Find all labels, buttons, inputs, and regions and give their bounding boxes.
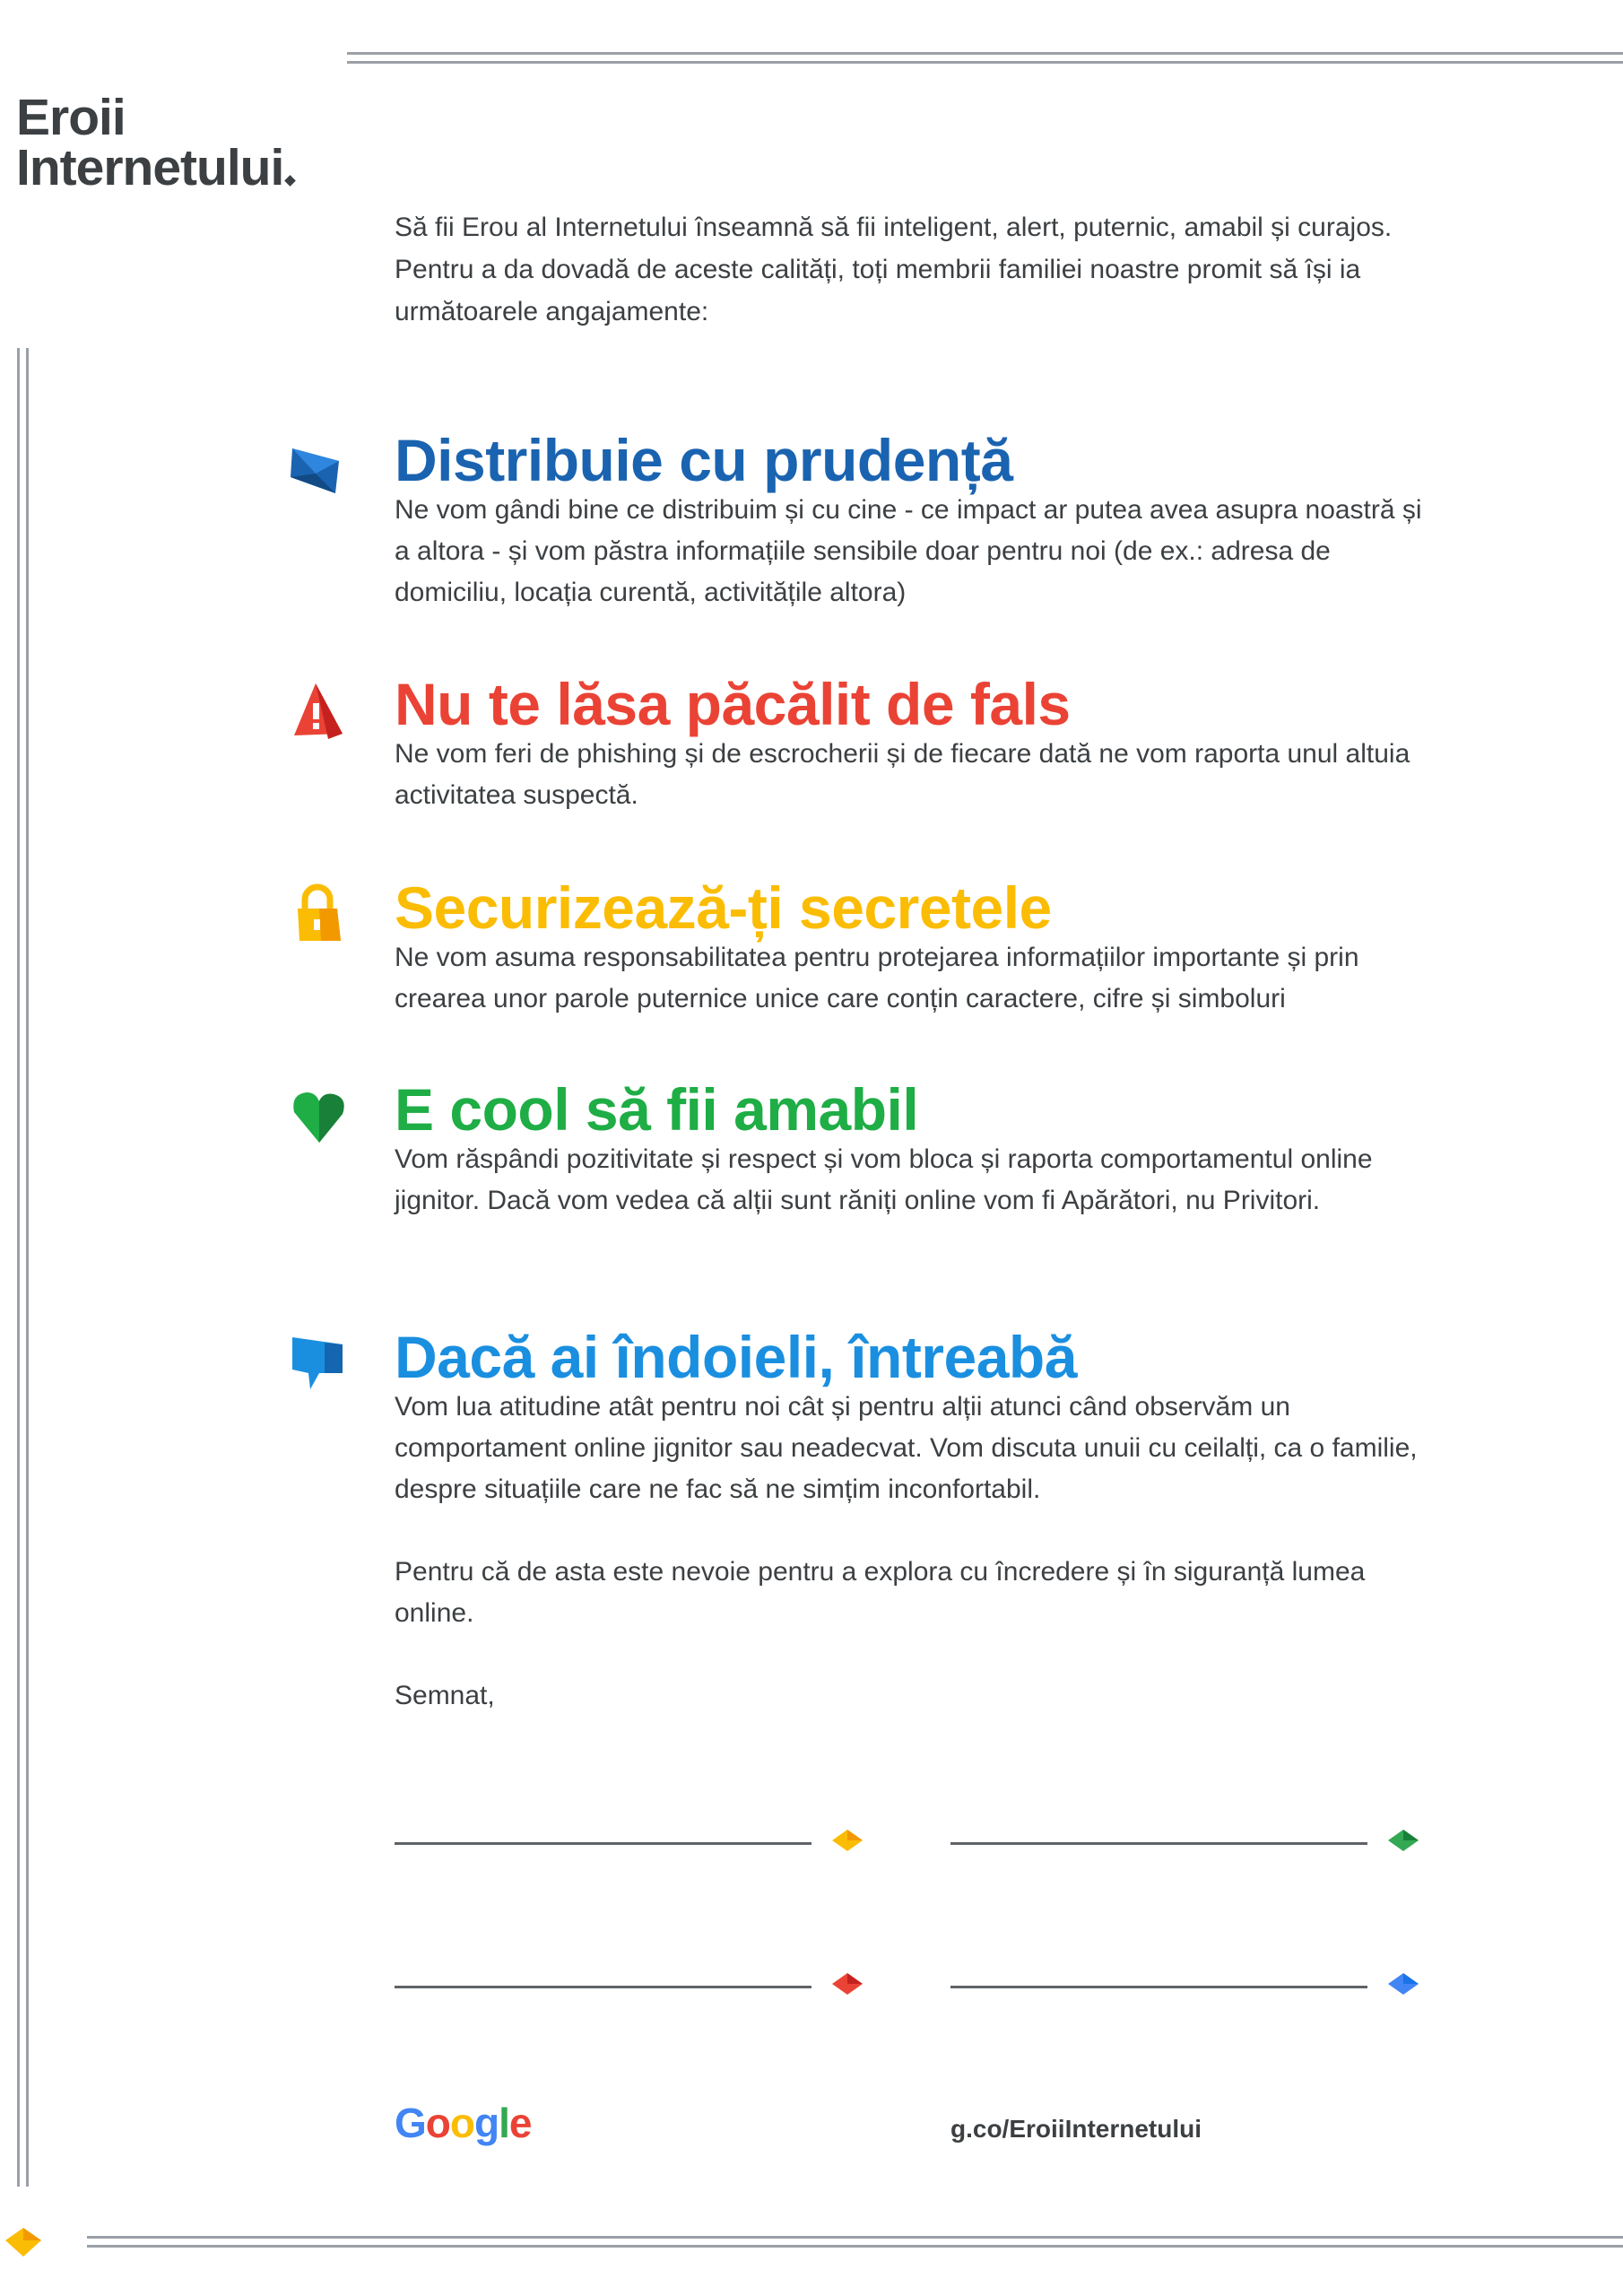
section-body: Vom răspândi pozitivitate și respect și vom bloca și raporta comportamentul online jignitor. Dacă vom vedea că alții sunt răniți online vom fi Apărători, nu Privitori. <box>395 1144 1373 1215</box>
section-secrets <box>395 874 1426 1020</box>
logo-line-2: Internetului <box>16 139 284 196</box>
envelope-icon <box>289 438 350 499</box>
section-title: Securizează-ți secretele <box>395 874 1052 941</box>
signature-line[interactable] <box>395 1842 812 1845</box>
section-title: Distribuie cu prudență <box>395 427 1013 493</box>
signature-line[interactable] <box>950 1842 1367 1845</box>
signature-line[interactable] <box>395 1986 812 1988</box>
bottom-rule <box>87 2236 1623 2248</box>
section-title: Nu te lăsa păcălit de fals <box>395 671 1071 737</box>
section-title: E cool să fii amabil <box>395 1076 919 1143</box>
logo-line-1: Eroii <box>16 89 126 146</box>
left-rule <box>17 348 29 2187</box>
intro-text: Să fii Erou al Internetului înseamnă să fii inteligent, alert, puternic, amabil și curajos. Pentru a da dovadă de aceste calități, toți membrii familiei noastre promit să își ia următoarele angajamente: <box>395 213 1393 326</box>
footer-url[interactable]: g.co/EroiiInternetului <box>950 2115 1202 2143</box>
google-logo <box>395 2099 531 2147</box>
speech-bubble-icon <box>289 1332 350 1393</box>
closing-text: Pentru că de asta este nevoie pentru a explora cu încredere și în siguranță lumea online. <box>395 1557 1366 1628</box>
section-body: Ne vom feri de phishing și de escrocherii și de fiecare dată ne vom raporta unul altuia activitatea suspectă. <box>395 739 1410 810</box>
section-share <box>395 427 1426 613</box>
section-fake <box>395 671 1426 816</box>
gem-green-icon <box>1388 1830 1419 1851</box>
signed-label: Semnat, <box>395 1681 495 1710</box>
gem-red-icon <box>832 1973 863 1995</box>
section-body: Vom lua atitudine atât pentru noi cât și pentru alții atunci când observăm un comportament online jignitor sau neadecvat. Vom discuta unuii cu ceilalți, ca o familie, despre situațiile care ne fac să ne simțim inconfortabil. <box>395 1392 1418 1504</box>
lock-icon <box>289 883 350 944</box>
gem-corner-icon <box>5 2228 41 2257</box>
gem-blue-icon <box>1388 1973 1419 1995</box>
google-wordmark: Google <box>395 2100 532 2146</box>
section-title: Dacă ai îndoieli, întreabă <box>395 1324 1077 1390</box>
section-ask <box>395 1324 1426 1510</box>
logo-dot-icon <box>284 175 296 187</box>
warning-icon <box>289 682 350 743</box>
section-body: Ne vom asuma responsabilitatea pentru protejarea informațiilor importante și prin crearea unor parole puternice unice care conțin caractere, cifre și simboluri <box>395 943 1359 1013</box>
signature-line[interactable] <box>950 1986 1367 1988</box>
gem-yellow-icon <box>832 1830 863 1851</box>
section-kind <box>395 1076 1426 1222</box>
top-rule <box>347 52 1623 64</box>
heart-icon <box>289 1085 350 1146</box>
logo <box>16 89 294 196</box>
section-body: Ne vom gândi bine ce distribuim și cu cine - ce impact ar putea avea asupra noastră și a altora - și vom păstra informațiile sensibile doar pentru noi (de ex.: adresa de domiciliu, locația curentă, activitățile altora) <box>395 495 1422 607</box>
